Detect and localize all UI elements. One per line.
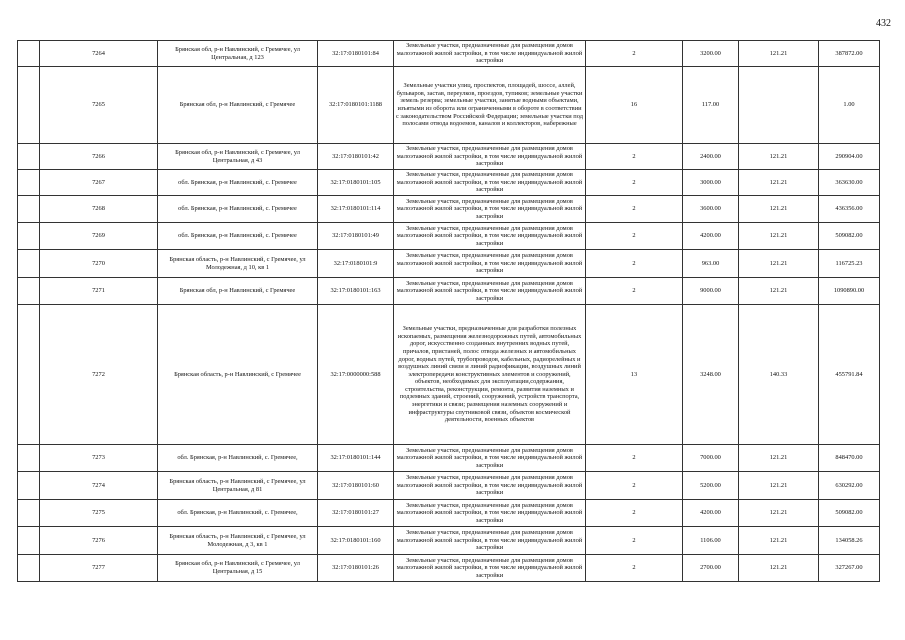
- land-purpose-cell: Земельные участки, предназначенные для размещения домов малоэтажной жилой застройки, в том числе индивидуальной жилой застройки: [394, 527, 586, 555]
- rate-cell: [739, 67, 819, 144]
- table-row: [18, 445, 880, 472]
- cadastral-number-cell: 32:17:0180101:105: [318, 170, 394, 196]
- margin-cell: [18, 250, 40, 278]
- area-cell: 4200.00: [683, 223, 739, 250]
- cadastral-value-cell: 134058.26: [819, 527, 880, 555]
- address-cell: Брянская обл, р-н Навлинский, с Гремячее, ул Центральная, д 123: [158, 41, 318, 67]
- table-row: [18, 223, 880, 250]
- row-id: 7266: [40, 144, 158, 170]
- area-cell: 5200.00: [683, 472, 739, 500]
- address-cell: Брянская область, р-н Навлинский, с Гремячее, ул Центральная, д 81: [158, 472, 318, 500]
- area-cell: 3600.00: [683, 196, 739, 223]
- table-row: [18, 144, 880, 170]
- rate-cell: 121.21: [739, 555, 819, 582]
- group-cell: 2: [586, 472, 683, 500]
- margin-cell: [18, 500, 40, 527]
- rate-cell: 121.21: [739, 41, 819, 67]
- area-cell: 7000.00: [683, 445, 739, 472]
- rate-cell: 121.21: [739, 170, 819, 196]
- cadastral-value-cell: 363630.00: [819, 170, 880, 196]
- rate-cell: 121.21: [739, 144, 819, 170]
- group-cell: 16: [586, 67, 683, 144]
- cadastral-value-cell: 1090890.00: [819, 278, 880, 305]
- cadastral-number-cell: 32:17:0180101:163: [318, 278, 394, 305]
- cadastral-value-cell: 116725.23: [819, 250, 880, 278]
- cadastral-number-cell: 32:17:0180101:26: [318, 555, 394, 582]
- cadastral-value-cell: 327267.00: [819, 555, 880, 582]
- land-purpose-cell: Земельные участки улиц, проспектов, площадей, шоссе, аллей, бульваров, застав, переулков, проездов, тупиков; земельные участки земель резерва; земельные участки, занятые водными объектами, изъятыми из оборота или ограниченными в обороте в соответствии с законодательством Российской Федерации; земельные участки под полосами отвода водоемов, каналов и коллекторов, набережные: [394, 67, 586, 144]
- group-cell: 2: [586, 223, 683, 250]
- group-cell: 2: [586, 250, 683, 278]
- rate-cell: 121.21: [739, 250, 819, 278]
- row-id: 7264: [40, 41, 158, 67]
- cadastral-value-cell: 630292.00: [819, 472, 880, 500]
- margin-cell: [18, 41, 40, 67]
- land-purpose-cell: Земельные участки, предназначенные для размещения домов малоэтажной жилой застройки, в том числе индивидуальной жилой застройки: [394, 278, 586, 305]
- land-purpose-cell: Земельные участки, предназначенные для размещения домов малоэтажной жилой застройки, в том числе индивидуальной жилой застройки: [394, 555, 586, 582]
- cadastral-number-cell: 32:17:0180101:60: [318, 472, 394, 500]
- area-cell: 963.00: [683, 250, 739, 278]
- rate-cell: 121.21: [739, 472, 819, 500]
- margin-cell: [18, 445, 40, 472]
- area-cell: 3200.00: [683, 41, 739, 67]
- address-cell: обл. Брянская, р-н Навлинский, с. Гремячее: [158, 170, 318, 196]
- margin-cell: [18, 170, 40, 196]
- table-row: [18, 41, 880, 67]
- land-registry-table: [17, 40, 880, 582]
- rate-cell: 121.21: [739, 500, 819, 527]
- address-cell: Брянская область, р-н Навлинский, с Гремячее, ул Молодежная, д 10, кв 1: [158, 250, 318, 278]
- cadastral-value-cell: 848470.00: [819, 445, 880, 472]
- area-cell: 4200.00: [683, 500, 739, 527]
- land-purpose-cell: Земельные участки, предназначенные для размещения домов малоэтажной жилой застройки, в том числе индивидуальной жилой застройки: [394, 223, 586, 250]
- land-purpose-cell: Земельные участки, предназначенные для размещения домов малоэтажной жилой застройки, в том числе индивидуальной жилой застройки: [394, 170, 586, 196]
- margin-cell: [18, 555, 40, 582]
- cadastral-value-cell: 509082.00: [819, 223, 880, 250]
- rate-cell: 121.21: [739, 445, 819, 472]
- rate-cell: 121.21: [739, 278, 819, 305]
- address-cell: Брянская обл, р-н Навлинский, с Гремячее: [158, 67, 318, 144]
- address-cell: обл. Брянская, р-н Навлинский, с. Гремячее: [158, 223, 318, 250]
- table-row: [18, 170, 880, 196]
- row-id: 7272: [40, 305, 158, 445]
- area-cell: 3248.00: [683, 305, 739, 445]
- cadastral-number-cell: 32:17:0180101:160: [318, 527, 394, 555]
- margin-cell: [18, 196, 40, 223]
- address-cell: Брянская область, р-н Навлинский, с Гремячее: [158, 305, 318, 445]
- table-row: [18, 250, 880, 278]
- table-row: [18, 278, 880, 305]
- land-purpose-cell: Земельные участки, предназначенные для размещения домов малоэтажной жилой застройки, в том числе индивидуальной жилой застройки: [394, 472, 586, 500]
- margin-cell: [18, 67, 40, 144]
- area-cell: 1106.00: [683, 527, 739, 555]
- margin-cell: [18, 305, 40, 445]
- cadastral-number-cell: 32:17:0180101:27: [318, 500, 394, 527]
- cadastral-number-cell: 32:17:0180101:49: [318, 223, 394, 250]
- margin-cell: [18, 144, 40, 170]
- cadastral-number-cell: 32:17:0180101:9: [318, 250, 394, 278]
- area-cell: 117.00: [683, 67, 739, 144]
- row-id: 7273: [40, 445, 158, 472]
- area-cell: 2400.00: [683, 144, 739, 170]
- land-purpose-cell: Земельные участки, предназначенные для размещения домов малоэтажной жилой застройки, в том числе индивидуальной жилой застройки: [394, 41, 586, 67]
- land-purpose-cell: Земельные участки, предназначенные для размещения домов малоэтажной жилой застройки, в том числе индивидуальной жилой застройки: [394, 250, 586, 278]
- margin-cell: [18, 472, 40, 500]
- address-cell: обл. Брянская, р-н Навлинский, с. Гремячее,: [158, 500, 318, 527]
- group-cell: 2: [586, 196, 683, 223]
- table-row: [18, 472, 880, 500]
- group-cell: 2: [586, 278, 683, 305]
- table-row: [18, 555, 880, 582]
- row-id: 7274: [40, 472, 158, 500]
- land-purpose-cell: Земельные участки, предназначенные для разработки полезных ископаемых, размещения железнодорожных путей, автомобильных дорог, искусственно созданных внутренних водных путей, причалов, пристаней, полос отвода железных и автомобильных дорог, водных путей, трубопроводов, кабельных, радиорелейных и воздушных линий связи и линий радиофикации, воздушных линий электропередачи конструктивных элементов и сооружений, объектов, необходимых для эксплуатации,содержания, строительства, реконструкции, ремонта, развития наземных и подземных зданий, строений, сооружений, устройств транспорта, энергетики и связи; размещения наземных сооружений и инфраструктуры спутниковой связи, объектов космической деятельности, военных объектов: [394, 305, 586, 445]
- row-id: 7265: [40, 67, 158, 144]
- row-id: 7269: [40, 223, 158, 250]
- land-purpose-cell: Земельные участки, предназначенные для размещения домов малоэтажной жилой застройки, в том числе индивидуальной жилой застройки: [394, 196, 586, 223]
- cadastral-value-cell: 387872.00: [819, 41, 880, 67]
- margin-cell: [18, 278, 40, 305]
- group-cell: 2: [586, 445, 683, 472]
- address-cell: Брянская область, р-н Навлинский, с Гремячее, ул Молодежная, д 3, кв 1: [158, 527, 318, 555]
- address-cell: Брянская обл, р-н Навлинский, с Гремячее: [158, 278, 318, 305]
- address-cell: обл. Брянская, р-н Навлинский, с. Гремячее: [158, 196, 318, 223]
- group-cell: 2: [586, 41, 683, 67]
- address-cell: Брянская обл, р-н Навлинский, с Гремячее, ул Центральная, д 15: [158, 555, 318, 582]
- rate-cell: 140.33: [739, 305, 819, 445]
- row-id: 7267: [40, 170, 158, 196]
- area-cell: 9000.00: [683, 278, 739, 305]
- table-row: [18, 527, 880, 555]
- group-cell: 2: [586, 555, 683, 582]
- rate-cell: 121.21: [739, 223, 819, 250]
- rate-cell: 121.21: [739, 196, 819, 223]
- cadastral-value-cell: 455791.84: [819, 305, 880, 445]
- cadastral-value-cell: 509082.00: [819, 500, 880, 527]
- row-id: 7268: [40, 196, 158, 223]
- table-row: [18, 500, 880, 527]
- group-cell: 2: [586, 527, 683, 555]
- row-id: 7277: [40, 555, 158, 582]
- cadastral-value-cell: 290904.00: [819, 144, 880, 170]
- group-cell: 2: [586, 170, 683, 196]
- cadastral-number-cell: 32:17:0180101:144: [318, 445, 394, 472]
- area-cell: 2700.00: [683, 555, 739, 582]
- page-number: 432: [876, 18, 891, 29]
- margin-cell: [18, 527, 40, 555]
- cadastral-number-cell: 32:17:0180101:84: [318, 41, 394, 67]
- cadastral-value-cell: 1.00: [819, 67, 880, 144]
- cadastral-number-cell: 32:17:0180101:114: [318, 196, 394, 223]
- group-cell: 2: [586, 500, 683, 527]
- row-id: 7275: [40, 500, 158, 527]
- group-cell: 13: [586, 305, 683, 445]
- area-cell: 3000.00: [683, 170, 739, 196]
- row-id: 7271: [40, 278, 158, 305]
- group-cell: 2: [586, 144, 683, 170]
- table-row: [18, 196, 880, 223]
- land-purpose-cell: Земельные участки, предназначенные для размещения домов малоэтажной жилой застройки, в том числе индивидуальной жилой застройки: [394, 445, 586, 472]
- row-id: 7270: [40, 250, 158, 278]
- cadastral-number-cell: 32:17:0000000:588: [318, 305, 394, 445]
- table-row: [18, 67, 880, 144]
- margin-cell: [18, 223, 40, 250]
- land-purpose-cell: Земельные участки, предназначенные для размещения домов малоэтажной жилой застройки, в том числе индивидуальной жилой застройки: [394, 144, 586, 170]
- land-purpose-cell: Земельные участки, предназначенные для размещения домов малоэтажной жилой застройки, в том числе индивидуальной жилой застройки: [394, 500, 586, 527]
- cadastral-number-cell: 32:17:0180101:1188: [318, 67, 394, 144]
- cadastral-number-cell: 32:17:0180101:42: [318, 144, 394, 170]
- row-id: 7276: [40, 527, 158, 555]
- cadastral-value-cell: 436356.00: [819, 196, 880, 223]
- address-cell: обл. Брянская, р-н Навлинский, с. Гремячее,: [158, 445, 318, 472]
- address-cell: Брянская обл, р-н Навлинский, с Гремячее, ул Центральная, д 43: [158, 144, 318, 170]
- table-row: [18, 305, 880, 445]
- rate-cell: 121.21: [739, 527, 819, 555]
